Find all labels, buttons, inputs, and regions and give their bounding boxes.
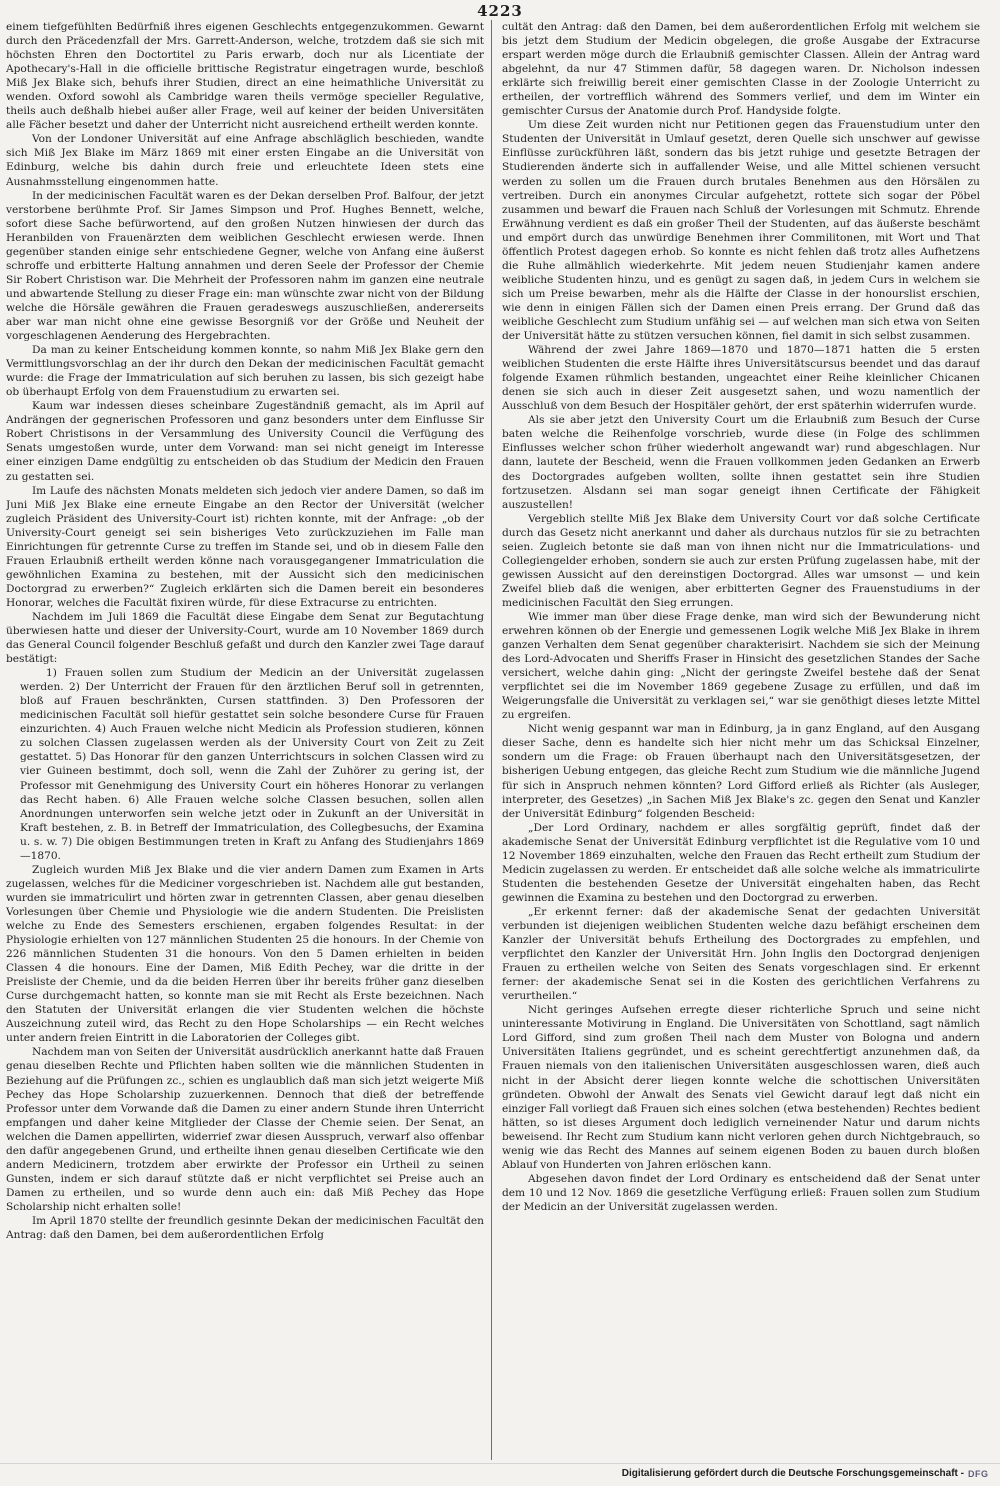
paragraph: Als sie aber jetzt den University Court um die Erlaubniß zum Besuch der Curse baten welche die Reihenfolge vorschrieb, wurde diese (in Folge des schlimmen Einflusses welcher schon früher wiederholt angewandt war) rund abgeschlagen. Nur dann, lautete der Bescheid, wenn die Frauen vollkommen jeden Gedanken an Erwerb des Doctorgrades aufgeben wollten, sollte ihnen gestattet sein ihre Studien fortzusetzen. Alsdann sei man sogar geneigt ihnen Certificate der Fähigkeit auszustellen! bbox=[502, 414, 980, 511]
footer bbox=[0, 1463, 1000, 1486]
page-number: 4223 bbox=[477, 2, 523, 20]
paragraph: Da man zu keiner Entscheidung kommen konnte, so nahm Miß Jex Blake gern den Vermittlungsvorschlag an der ihr durch den Dekan der medicinischen Facultät gemacht wurde: die Frage der Immatriculation auf sich beruhen zu lassen, bis sich gezeigt habe ob überhaupt Erfolg von dem Frauenstudium zu erwarten sei. bbox=[6, 344, 484, 399]
paragraph: In der medicinischen Facultät waren es der Dekan derselben Prof. Balfour, der jetzt verstorbene berühmte Prof. Sir James Simpson und Prof. Hughes Bennett, welche, sofort diese Sache befürwortend, auf den großen Nutzen hinwiesen der durch das Heranbilden von Frauenärzten dem weiblichen Geschlecht erwiesen werde. Ihnen gegenüber standen einige sehr entschiedene Gegner, welche von Anfang eine äußerst schroffe und erbitterte Haltung annahmen und deren Seele der Professor der Chemie Sir Robert Christison war. Die Mehrheit der Professoren nahm im ganzen eine neutrale und abwartende Stellung zu dieser Frage ein: man wünschte zwar nicht von der Bildung welche die Hörsäle gewähren die Frauen geradeswegs auszuschließen, andererseits aber war man nicht ohne eine gewisse Besorgniß vor der Größe und Neuheit der vorgeschlagenen Aenderung des Hergebrachten. bbox=[6, 189, 484, 343]
paragraph: Nicht wenig gespannt war man in Edinburg, ja in ganz England, auf den Ausgang dieser Sache, denn es handelte sich hier nicht mehr um das Schicksal Einzelner, sondern um die Frage: ob Frauen überhaupt nach den Universitätsgesetzen, der bisherigen Uebung entgegen, das gleiche Recht zum Studium wie die männliche Jugend für sich in Anspruch nehmen könnten? Lord Gifford erließ als Richter (als Ausleger, interpreter, des Gesetzes) „in Sachen Miß Jex Blake's zc. gegen den Senat und Kanzler der Universität Edinburg“ folgenden Bescheid: bbox=[502, 723, 980, 820]
digitization-credit: Digitalisierung gefördert durch die Deutsche Forschungsgemeinschaft - bbox=[621, 1468, 964, 1479]
paragraph: Im April 1870 stellte der freundlich gesinnte Dekan der medicinischen Facultät den Antrag: daß den Damen, bei dem außerordentlichen Erfolg bbox=[6, 1214, 484, 1242]
column-divider bbox=[491, 20, 492, 1460]
paragraph: Im Laufe des nächsten Monats meldeten sich jedoch vier andere Damen, so daß im Juni Miß Jex Blake eine erneute Eingabe an den Rector der Universität (welcher zugleich Präsident des University-Court ist) richten konnte, mit der Anfrage: „ob der University-Court geneigt sei sein bisheriges Veto zurückzuziehen im Falle man Einrichtungen für getrennte Curse zu treffen im Stande sei, und ob in diesem Falle den Frauen Erlaubniß ertheilt werden könne nach vorausgegangener Immatriculation die gewöhnlichen Examina zu bestehen, mit der Aussicht sich den medicinischen Doctorgrad zu erwerben?“ Zugleich erklärten sich die Damen bereit ein besonderes Honorar, welches die Facultät fixiren würde, für diese Extracurse zu entrichten. bbox=[6, 484, 484, 609]
paragraph: Nachdem im Juli 1869 die Facultät diese Eingabe dem Senat zur Begutachtung überwiesen hatte und dieser der University-Court, wurde am 10 November 1869 durch das General Council folgender Beschluß gefaßt und durch den Kanzler zwei Tage darauf bestätigt: bbox=[6, 610, 484, 666]
paragraph: Von der Londoner Universität auf eine Anfrage abschläglich beschieden, wandte sich Miß Jex Blake im März 1869 mit einer ersten Eingabe an die Universität von Edinburg, welche bis dahin durch freie und erleuchtete Ideen stets eine Ausnahmsstellung eingenommen hatte. bbox=[6, 133, 484, 188]
paragraph: Um diese Zeit wurden nicht nur Petitionen gegen das Frauenstudium unter den Studenten der Universität in Umlauf gesetzt, deren Quelle sich unschwer auf gewisse Einflüsse zurückführen läßt, sondern das bis jetzt ruhige und gesetzte Betragen der Studierenden änderte sich in auffallender Weise, und alle Mittel schienen versucht werden zu sollen um die Frauen durch brutales Benehmen aus den Hörsälen zu vertreiben. Durch ein anonymes Circular aufgehetzt, rottete sich sogar der Pöbel zusammen und bewarf die Frauen nach Schluß der Vorlesungen mit Schmutz. Ehrende Erwähnung verdient es daß ein großer Theil der Studenten, auf das äußerste beschämt und empört durch das unwürdige Benehmen ihrer Commilitonen, mit Wort und That öffentlich Protest dagegen erhob. So konnte es nicht fehlen daß trotz alles Aufhetzens die Ruhe allmählich wiederkehrte. Mit jedem neuen Studienjahr kamen andere weibliche Studenten hinzu, und es genügt zu sagen daß, in jedem Curs in welchem sie sich um Preise bewarben, mehr als die Hälfte der Classe in der honourslist erschien, wie denn in einigen Fällen sich der Damen einen Preis errang. Der Grund daß das weibliche Geschlecht zum Studium unfähig sei — auf welchen man sich etwa von Seiten der Universität hätte zu stützen versuchen können, fiel damit in sich selbst zusammen. bbox=[502, 119, 980, 343]
court-quote: „Er erkennt ferner: daß der akademische Senat der gedachten Universität verbunden ist diejenigen weiblichen Studenten welche dazu befähigt erscheinen dem Kanzler der Universität behufs Ertheilung des Doctorgrades zu empfehlen, und verpflichtet den Kanzler der Universität Hrn. John Inglis den Doctorgrad denjenigen Frauen zu ertheilen welche von Seiten des Senats vorgeschlagen sind. Er erkennt ferner: der akademische Senat sei in die Kosten des gerichtlichen Verfahrens zu verurtheilen.“ bbox=[502, 905, 980, 1003]
paragraph: Nachdem man von Seiten der Universität ausdrücklich anerkannt hatte daß Frauen genau dieselben Rechte und Pflichten haben sollten wie die männlichen Studenten in Beziehung auf die Prüfungen zc., schien es unglaublich daß man sich jetzt weigerte Miß Pechey das Hope Scholarship zuzuerkennen. Dennoch that dieß der betreffende Professor unter dem Vorwande daß die Damen zu einer andern Stunde ihren Unterricht empfangen und daher keine Mitglieder der Classe der Chemie seien. Der Senat, an welchen die Damen appellirten, widerrief zwar diesen Ausspruch, verwarf also offenbar den dafür angegebenen Grund, und ertheilte ihnen genau dieselben Certificate wie den andern Medicinern, trotzdem aber erwirkte der Professor ein Urtheil zu seinen Gunsten, indem er sich darauf stützte daß er nicht verpflichtet sei Preise auch an Damen zu ertheilen, und so wurde denn auch ein: daß Miß Pechey das Hope Scholarship nicht erhalten solle! bbox=[6, 1046, 484, 1213]
paragraph: Zugleich wurden Miß Jex Blake und die vier andern Damen zum Examen in Arts zugelassen, welches für die Mediciner vorgeschrieben ist. Nachdem alle gut bestanden, wurden sie immatriculirt und hörten zwar in getrennten Classen, aber genau dieselben Vorlesungen über Chemie und Physiologie wie die andern Studenten. Die Preislisten welche zu Ende des Semesters erschienen, ergaben folgendes Resultat: in der Physiologie erhielten von 127 männlichen Studenten 25 die honours. In der Chemie von 226 männlichen Studenten 31 die honours. Von den 5 Damen erhielten in beiden Classen 4 die honours. Eine der Damen, Miß Edith Pechey, war die dritte in der Preisliste der Chemie, und da die beiden Herren über ihr bereits früher ganz dieselben Curse durchgemacht hatten, so konnte man sie mit Recht als Erste bezeichnen. Nach den Statuten der Universität erlangen die vier Studenten welchen die höchste Auszeichnung zuteil wird, das Recht zu den Hope Scholarships — ein Recht welches unter andern freien Eintritt in die Laboratorien der Colleges gibt. bbox=[6, 863, 484, 1045]
paragraph: cultät den Antrag: daß den Damen, bei dem außerordentlichen Erfolg mit welchem sie bis jetzt dem Studium der Medicin obgelegen, die große Ausgabe der Extracurse erspart werden möge durch die Erlaubniß gemischter Classen. Allein der Antrag ward abgelehnt, da nur 47 Stimmen dafür, 58 dagegen waren. Dr. Nicholson indessen erklärte sich freiwillig bereit einer gemischten Classe in der Zoologie Unterricht zu ertheilen, der vortrefflich während des Sommers verlief, und dem im Winter ein gemischter Cursus der Anatomie durch Prof. Handyside folgte. bbox=[502, 21, 980, 118]
court-quote: „Der Lord Ordinary, nachdem er alles sorgfältig geprüft, findet daß der akademische Senat der Universität Edinburg verpflichtet ist die Regulative vom 10 und 12 November 1869 einzuhalten, welche den Frauen das Recht ertheilt zum Studium der Medicin zugelassen zu werden. Er entscheidet daß alle solche welche als immatriculirte Studenten die bestehenden Gesetze der Universität eingehalten haben, das Recht gewinnen die Examina zu bestehen und den Doctorgrad zu erwerben. bbox=[502, 821, 980, 904]
paragraph: Vergeblich stellte Miß Jex Blake dem University Court vor daß solche Certificate durch das Gesetz nicht anerkannt und daher als durchaus nutzlos für sie zu betrachten seien. Zugleich betonte sie daß man von ihnen nicht nur die Immatriculations- und Collegiengelder erhoben, sondern sie auch zur ersten Prüfung zugelassen habe, mit der gewissen Aussicht auf den dereinstigen Doctorgrad. Alles war umsonst — und kein Zweifel blieb daß die wenigen, aber erbitterten Gegner des Frauenstudiums in der medicinischen Facultät den Sieg errungen. bbox=[502, 512, 980, 609]
right-column bbox=[502, 20, 980, 1460]
paragraph: Kaum war indessen dieses scheinbare Zugeständniß gemacht, als im April auf Andrängen der gegnerischen Professoren und ganz besonders unter dem Einflusse Sir Robert Christisons in der Versammlung des University Council die Verfügung des Senats umgestoßen wurde, unter dem Vorwand: man sei nicht geneigt im Interesse einer einzigen Dame endgültig zu entscheiden ob das Studium der Medicin den Frauen zu gestatten sei. bbox=[6, 400, 484, 483]
paragraph: einem tiefgefühlten Bedürfniß ihres eigenen Geschlechts entgegenzukommen. Gewarnt durch den Präcedenzfall der Mrs. Garrett-Anderson, welche, trotzdem daß sie sich mit höchsten Ehren den Doctortitel zu Paris erwarb, doch nur als Licentiate der Apothecary's-Hall in die officielle brittische Registratur eingetragen wurde, beschloß Miß Jex Blake sich, behufs ihrer Studien, direct an eine heimathliche Universität zu wenden. Oxford sowohl als Cambridge waren theils vermöge specieller Regulative, theils auch deßhalb hiebei außer aller Frage, weil auf keiner der beiden Universitäten alle Fächer besetzt und daher der Unterricht nicht ausreichend ertheilt werden konnte. bbox=[6, 21, 484, 132]
dfg-logo-icon: DFG bbox=[968, 1469, 989, 1479]
paragraph: Während der zwei Jahre 1869—1870 und 1870—1871 hatten die 5 ersten weiblichen Studenten die erste Hälfte ihres Universitätscursus beendet und das darauf folgende Examen rühmlich bestanden, ungeachtet einer Reihe kleinlicher Chicanen denen sie sich auch in dieser Zeit ausgesetzt sahen, und wozu namentlich der Ausschluß von dem Besuch der Hospitäler gehört, der erst späterhin widerrufen wurde. bbox=[502, 344, 980, 413]
paragraph: Abgesehen davon findet der Lord Ordinary es entscheidend daß der Senat unter dem 10 und 12 Nov. 1869 die gesetzliche Verfügung erließ: Frauen sollen zum Studium der Medicin an der Universität zugelassen werden. bbox=[502, 1172, 980, 1213]
left-column bbox=[6, 20, 484, 1460]
paragraph: Nicht geringes Aufsehen erregte dieser richterliche Spruch und seine nicht uninteressante Motivirung in England. Die Universitäten von Schottland, sagt nämlich Lord Gifford, sind zum großen Theil nach dem Muster von Bologna und andern Universitäten Italiens gegründet, und es scheint gerechtfertigt anzunehmen daß, da Frauen niemals von den italienischen Universitäten ausgeschlossen waren, dieß auch nicht in der Absicht derer liegen konnte welche die schottischen Universitäten gründeten. Obwohl der Anwalt des Senats viel Gewicht darauf legt daß nicht ein einziger Fall vorliegt daß Frauen sich eines solchen (etwa bestehenden) Rechtes bedient hätten, so ist dieses Argument doch lediglich verneinender Natur und darum nichts beweisend. Ihr Recht zum Studium kann nicht verloren gehen durch Nichtgebrauch, so wenig wie das Recht des Mannes auf seinem eigenen Boden zu bauen durch bloßen Ablauf von Hunderten von Jahren erlöschen kann. bbox=[502, 1004, 980, 1171]
regulation-list: 1) Frauen sollen zum Studium der Medicin an der Universität zugelassen werden. 2) Der Unterricht der Frauen für den ärztlichen Beruf soll in getrennten, bloß auf Frauen beschränkten, Cursen stattfinden. 3) Den Professoren der medicinischen Facultät soll hiefür gestattet sein solche besondere Curse für Frauen einzurichten. 4) Auch Frauen welche nicht Medicin als Profession studieren, können zu solchen Classen zugelassen werden als der University Court von Zeit zu Zeit gestattet. 5) Das Honorar für den ganzen Unterrichtscurs in solchen Classen wird zu vier Guineen bestimmt, doch soll, wenn die Zahl der Zuhörer zu gering ist, der Professor mit Genehmigung des University Court ein höheres Honorar zu verlangen das Recht haben. 6) Alle Frauen welche solche Classen besuchen, sollen allen Anordnungen unterworfen sein welche jetzt oder in Zukunft an der Universität in Kraft bestehen, z. B. in Betreff der Immatriculation, des Collegbesuchs, der Examina u. s. w. 7) Die obigen Bestimmungen treten in Kraft zu Anfang des Studienjahrs 1869—1870. bbox=[20, 667, 484, 862]
paragraph: Wie immer man über diese Frage denke, man wird sich der Bewunderung nicht erwehren können ob der Energie und gemessenen Logik welche Miß Jex Blake in ihrem ganzen Verhalten dem Senat gegenüber charakterisirt. Nachdem sie sich der Meinung des Lord-Advocaten und Sheriffs Fraser in Hinsicht des gesetzlichen Standes der Sache versichert, welche dahin ging: „Nicht der geringste Zweifel bestehe daß der Senat verpflichtet sei die im November 1869 gegebene Zusage zu erfüllen, und daß im Weigerungsfalle die Universität zu verklagen sei,“ war sie genöthigt dieses letzte Mittel zu ergreifen. bbox=[502, 610, 980, 722]
